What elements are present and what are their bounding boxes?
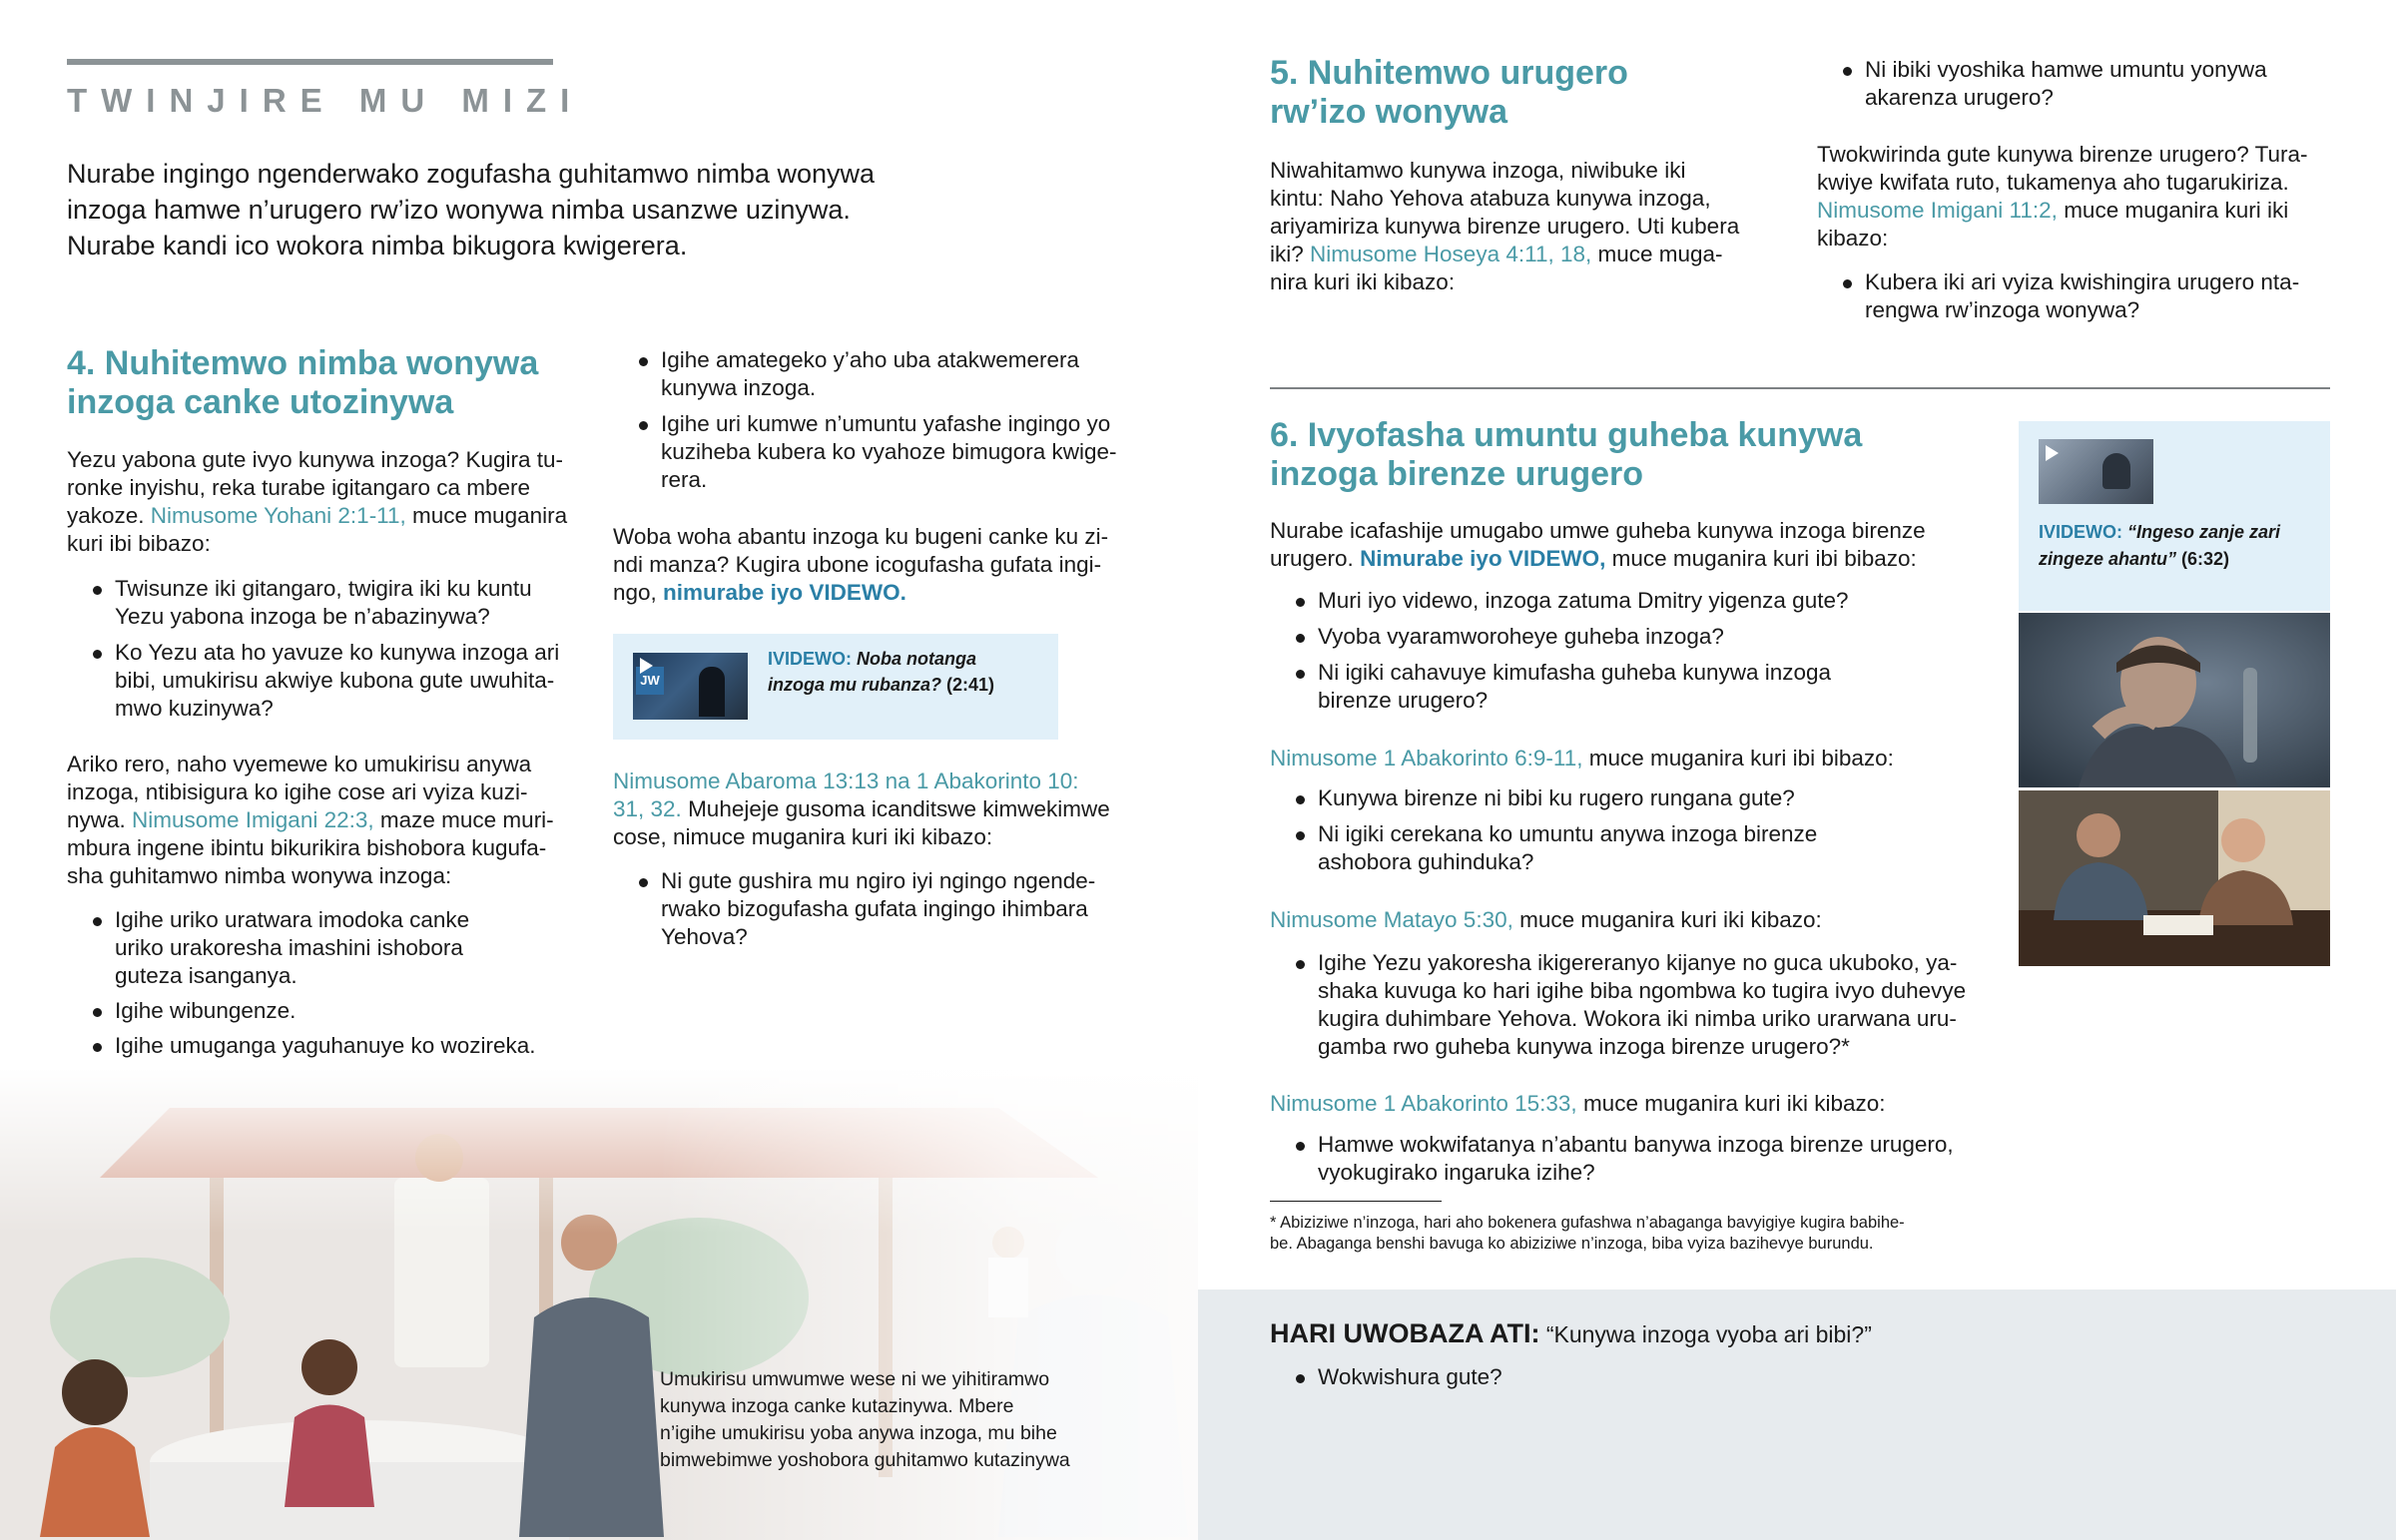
intro-line: inzoga hamwe n’urugero rw’izo wonywa nimba usanzwe uzinywa. (67, 195, 851, 225)
question-item: Kunywa birenze ni bibi ku rugero rungana gute? (1270, 784, 2009, 812)
video-thumbnail[interactable] (633, 653, 748, 720)
situation-item: Igihe umuganga yaguhanuye ko wozireka. (67, 1032, 596, 1060)
thumb-figure (2102, 453, 2130, 489)
section-4-questions (67, 575, 596, 731)
section-6-paragraph (1270, 517, 2009, 573)
photo-svg (2019, 790, 2330, 966)
text-line: Woba woha abantu inzoga ku bugeni canke ku zi- (613, 524, 1109, 549)
text-line: Yezu yabona gute ivyo kunywa inzoga? Kugira tu- (67, 447, 563, 472)
series-rule (67, 59, 553, 65)
scripture-ref-1cor-6[interactable]: Nimusome 1 Abakorinto 6:9-11, (1270, 746, 1583, 770)
section-divider (1270, 387, 2330, 389)
situation-item: Igihe amategeko y’aho uba atakwemerera kunywa inzoga. (613, 346, 1132, 402)
text-line: Twokwirinda gute kunywa birenze urugero? Tura- (1817, 142, 2308, 167)
footnote-line: * Abiziziwe n’inzoga, hari aho bokenera gufashwa n’abaganga bavyigiye kugira babihe- (1270, 1214, 1905, 1232)
question-item: Vyoba vyaramworoheye guheba inzoga? (1270, 623, 2009, 651)
heading-line: 4. Nuhitemwo nimba wonywa (67, 344, 539, 382)
dmitry-photo-1 (2019, 613, 2330, 787)
text-line: Ariko rero, naho vyemewe ko umukirisu anywa (67, 752, 532, 776)
heading-line: inzoga birenze urugero (1270, 455, 1644, 493)
text-line (67, 806, 596, 834)
series-title: TWINJIRE MU MIZI (67, 82, 584, 119)
text-run: maze muce muri- (373, 807, 554, 832)
text-line: nira kuri iki kibazo: (1270, 269, 1456, 294)
text-run: nywa. (67, 807, 133, 832)
text-line: kwiye kwifata ruto, tukamenya aho tugarukiriza. (1817, 170, 2289, 195)
objection-quote: “Kunywa inzoga vyoba ari bibi?” (1539, 1321, 1872, 1347)
caption-line: kunywa inzoga canke kutazinywa. Mbere (660, 1395, 1014, 1417)
text-line: kuri ibi bibazo: (67, 531, 211, 556)
scripture-ref-proverbs[interactable]: Nimusome Imigani 22:3, (132, 807, 374, 832)
section-5-question-top (1817, 56, 2336, 120)
question-item: Twisunze iki gitangaro, twigira iki ku kuntu Yezu yabona inzoga be n’abazinywa? (67, 575, 596, 631)
reference-line-1: Nimusome 1 Abakorinto 6:9-11, muce muganira kuri ibi bibazo: (1270, 746, 1894, 770)
question-item: Ni igiki cerekana ko umuntu anywa inzoga birenze ashobora guhinduka? (1270, 820, 2009, 876)
caption-line: n’igihe umukirisu yoba anywa inzoga, mu bihe (660, 1422, 1057, 1444)
question-item: Ko Yezu ata ho yavuze ko kunywa inzoga ari bibi, umukirisu akwiye kubona gute uwuhita- mwo kuzinywa? (67, 639, 596, 723)
section-5-heading (1270, 54, 1628, 132)
question-item: Ni igiki cahavuye kimufasha guheba kunywa inzoga birenze urugero? (1270, 659, 2009, 715)
text-line: ariyamiriza kunywa birenze urugero. Uti kubera (1270, 214, 1740, 239)
situation-item: Igihe uri kumwe n’umuntu yafashe ingingo yo kuziheba kubera ko vyahoze bimugora kwige- rera. (613, 410, 1132, 494)
dmitry-photo-2 (2019, 790, 2330, 966)
question-item: Ni gute gushira mu ngiro iyi ngingo ngende- rwako bizogufasha gufata ingingo ihimbara Yehova? (613, 867, 1142, 951)
footnote-rule (1270, 1201, 1442, 1202)
illustration-caption (660, 1366, 1070, 1474)
video-card-dmitry[interactable] (2019, 421, 2330, 611)
section-6-heading (1270, 416, 1862, 494)
video-card-wine-gift[interactable] (613, 634, 1058, 740)
text-line: kibazo: (1817, 226, 1889, 251)
text-line: cose, nimuce muganira kuri iki kibazo: (613, 824, 993, 849)
text-line: ronke inyishu, reka turabe igitangaro ca mbere (67, 475, 531, 500)
section-4-paragraph-2 (67, 751, 596, 890)
section-5-question-2 (1817, 268, 2336, 332)
video-caption (768, 646, 994, 698)
caption-line: bimwebimwe yoshobora guhitamwo kutazinywa (660, 1449, 1070, 1471)
text-run: ngo, (613, 580, 664, 605)
col2-question (613, 867, 1142, 959)
scripture-ref-hosea[interactable]: Nimusome Hoseya 4:11, 18, (1310, 242, 1592, 266)
question-item: Muri iyo videwo, inzoga zatuma Dmitry yigenza gute? (1270, 587, 2009, 615)
footnote-line: be. Abaganga benshi bavuga ko abiziziwe n’inzoga, biba vyiza bazihevye burundu. (1270, 1235, 1874, 1253)
situation-item: Igihe uriko uratwara imodoka canke uriko urakoresha imashini ishobora guteza isanganya. (67, 906, 596, 990)
text-line (67, 502, 586, 530)
col2-reference-paragraph (613, 768, 1152, 851)
scripture-ref-romans[interactable]: Nimusome Abaroma 13:13 na 1 Abakorinto 10: (613, 769, 1079, 793)
text-line: ndi manza? Kugira ubone icogufasha gufata ingi- (613, 552, 1102, 577)
section-6-questions-3 (1270, 949, 2009, 1069)
text-line (613, 579, 1132, 607)
text-run: yakoze. (67, 503, 151, 528)
text-line: sha guhitamwo nimba wonywa inzoga: (67, 863, 452, 888)
caption-line: Umukirisu umwumwe wese ni we yihitiramwo (660, 1368, 1050, 1390)
section-5-paragraph-2 (1817, 141, 2336, 253)
scripture-ref-john[interactable]: Nimusome Yohani 2:1-11, (150, 503, 406, 528)
text-line: inzoga, ntibisigura ko igihe cose ari vyiza kuzi- (67, 779, 528, 804)
text-line: mbura ingene ibintu bikurikira bishobora kugufa- (67, 835, 547, 860)
reference-line-2: Nimusome Matayo 5:30, muce muganira kuri iki kibazo: (1270, 907, 1822, 932)
scripture-ref-proverbs-11[interactable]: Nimusome Imigani 11:2, (1817, 198, 2058, 223)
scripture-ref-1cor-15[interactable]: Nimusome 1 Abakorinto 15:33, (1270, 1091, 1577, 1116)
intro-line: Nurabe ingingo ngenderwako zogufasha guhitamwo nimba wonywa (67, 159, 876, 189)
play-icon (640, 658, 653, 674)
heading-line: rw’izo wonywa (1270, 93, 1508, 131)
text-line: kintu: Naho Yehova atabuza kunywa inzoga, (1270, 186, 1711, 211)
text-line: urugero. Nimurabe iyo VIDEWO, muce muganira kuri ibi bibazo: (1270, 546, 1917, 571)
col2-paragraph (613, 523, 1132, 607)
video-caption-line: IVIDEWO: Noba notanga (768, 649, 976, 669)
heading-line: 6. Ivyofasha umuntu guheba kunywa (1270, 416, 1863, 454)
text-line: Nimusome Imigani 11:2, muce muganira kuri iki (1817, 198, 2289, 223)
text-run: muce muganira (405, 503, 568, 528)
video-caption (2039, 519, 2318, 573)
section-4-heading (67, 344, 538, 422)
intro-line: Nurabe kandi ico wokora nimba bikugora kwigerera. (67, 231, 688, 260)
text-line: Niwahitamwo kunywa inzoga, niwibuke iki (1270, 158, 1686, 183)
question-item: Wokwishura gute? (1270, 1363, 1869, 1391)
text-line: iki? Nimusome Hoseya 4:11, 18, muce muga- (1270, 242, 1723, 266)
section-4-paragraph-1 (67, 446, 586, 558)
photo-svg (2019, 613, 2330, 787)
discussion-band (1198, 1289, 2396, 1540)
question-item: Igihe Yezu yakoresha ikigereranyo kijanye no guca ukuboko, ya- shaka kuvuga ko hari igihe biba ngombwa ko tugira ivyo duhevye kugira duhimbare Yehova. Wokora iki nimba uriko urarwana uru- gamba rwo guheba kunywa inzoga birenze urugero?* (1270, 949, 2009, 1061)
objection-question (1270, 1363, 1869, 1399)
question-item: Ni ibiki vyoshika hamwe umuntu yonywa akarenza urugero? (1817, 56, 2336, 112)
jw-logo: JW (636, 667, 664, 695)
section-6-questions (1270, 587, 2009, 723)
watch-video-link[interactable]: Nimurabe iyo VIDEWO, (1360, 546, 1606, 571)
presenter-figure (699, 667, 725, 717)
play-icon (2046, 445, 2059, 461)
intro-paragraph (67, 156, 875, 263)
reference-line-3: Nimusome 1 Abakorinto 15:33, muce muganira kuri iki kibazo: (1270, 1091, 1886, 1116)
heading-line: 5. Nuhitemwo urugero (1270, 54, 1628, 92)
watch-video-link[interactable]: nimurabe iyo VIDEWO. (663, 580, 906, 605)
objection-label: HARI UWOBAZA ATI: (1270, 1318, 1540, 1348)
scripture-ref-corinthians[interactable]: 31, 32. (613, 796, 682, 821)
video-thumbnail[interactable] (2039, 439, 2153, 504)
situation-item: Igihe wibungenze. (67, 997, 596, 1025)
question-item: Kubera iki ari vyiza kwishingira urugero nta- rengwa rw’inzoga wonywa? (1817, 268, 2336, 324)
objection-line (1270, 1316, 1872, 1351)
video-caption-line: IVIDEWO: “Ingeso zanje zari (2039, 522, 2281, 542)
text-line: Nurabe icafashije umugabo umwe guheba kunywa inzoga birenze (1270, 518, 1926, 543)
scripture-ref-matthew[interactable]: Nimusome Matayo 5:30, (1270, 907, 1513, 932)
question-item: Hamwe wokwifatanya n’abantu banywa inzoga birenze urugero, vyokugirako ingaruka izihe? (1270, 1131, 2009, 1187)
video-caption-line: zingeze ahantu” (6:32) (2039, 549, 2230, 569)
section-6-questions-2 (1270, 784, 2009, 884)
section-5-paragraph-1 (1270, 157, 1779, 296)
text-line: 31, 32. Muhejeje gusoma icanditswe kimwekimwe (613, 796, 1110, 821)
col2-situations (613, 346, 1132, 502)
heading-line: inzoga canke utozinywa (67, 383, 454, 421)
footnote (1270, 1213, 1905, 1255)
video-caption-line: inzoga mu rubanza? (2:41) (768, 675, 995, 695)
section-6-questions-4 (1270, 1131, 2009, 1195)
